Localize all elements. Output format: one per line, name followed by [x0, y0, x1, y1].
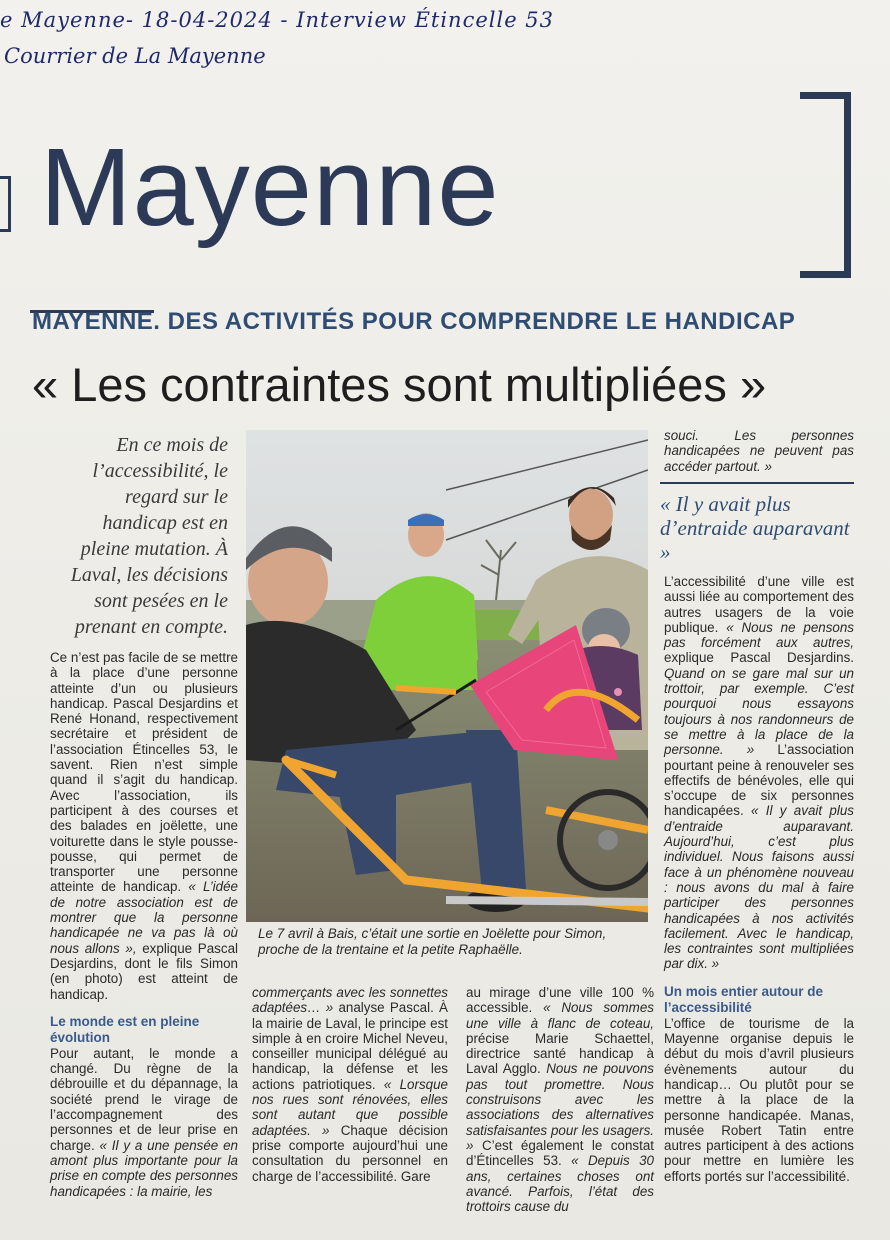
article-headline: « Les contraintes sont multipliées » — [32, 358, 767, 411]
body-text: L’office de tourisme de la Mayenne organise depuis le début du mois d’avril plusieurs évènements autour du handicap… Ou plutôt pour se mettre à la place de la personne handicapée. Manas, musée Robert Tatin entre autres participent à des actions pour mettre en lumière les efforts portés sur l’accessibilité. — [664, 1015, 854, 1184]
subheading: Le monde est en pleine évolution — [50, 1013, 200, 1045]
body-text: L’association pourtant peine à renouveler ses effectifs de bénévoles, elle qui s’occupe de six personnes handicapées. — [664, 742, 854, 819]
body-text: explique Pascal Desjardins, dont le fils Simon (en photo) est atteint de handicap. — [50, 940, 238, 1002]
article-column-3 — [466, 985, 654, 1214]
article-column-1 — [50, 650, 238, 1199]
pullquote-rule — [660, 482, 854, 484]
section-title: Mayenne — [40, 126, 500, 249]
article-kicker: MAYENNE. DES ACTIVITÉS POUR COMPRENDRE LE HANDICAP — [32, 308, 796, 335]
article-photo — [246, 430, 648, 922]
quote-text: commerçants avec les sonnettes adaptées… » — [252, 985, 448, 1016]
article-column-4-top — [664, 428, 854, 474]
quote-text: souci. Les personnes handicapées ne peuvent pas accéder partout. » — [664, 428, 854, 474]
body-text: Ce n’est pas facile de se mettre à la place d’une personne atteinte d’un ou plusieurs handicap. Pascal Desjardins et René Honand, respectivement secrétaire et président de l’association Étincelles 53, le savent. Rien n’est simple quand il s’agit du handicap. Avec l’association, ils participent à des courses et des balades en joëlette, une voiturette dans le style pousse-pousse, qui permet de transporter une personne atteinte de handicap. — [50, 650, 238, 895]
quote-text: « Nous ne pensons pas forcément aux autres, — [664, 619, 854, 651]
body-text: explique Pascal Desjardins. — [664, 650, 854, 666]
body-text: L’accessibilité d’une ville est aussi liée au comportement des autres usagers de la voie publique. — [664, 574, 854, 635]
quote-text: « Nous sommes une ville à flanc de coteau, — [466, 1000, 654, 1031]
body-text: analyse Pascal. À la mairie de Laval, le principe est simple à en croire Michel Neveu, conseiller municipal délégué au handicap, la défense et les actions patriotiques. — [252, 1000, 448, 1092]
joelette-outing-photo — [246, 430, 648, 922]
subheading: Un mois entier autour de l’accessibilité — [664, 983, 824, 1015]
body-text: Chaque décision prise comporte aujourd’hui une consultation du personnel en charge de l’accessibilité. Gare — [252, 1122, 448, 1184]
quote-text: « Il y avait plus d’entraide auparavant. Aujourd’hui, c’est plus individuel. Nous faisons aussi face à un phénomène nouveau : nous avons du mal à faire participer des personnes handicapées à nos activités facilement. Avec le handicap, les contraintes sont multipliées par dix. » — [664, 803, 854, 972]
body-text: au mirage d’une ville 100 % accessible. — [466, 985, 654, 1016]
handwritten-line-1: e Mayenne- 18-04-2024 - Interview Étincelle 53 — [0, 8, 555, 32]
quote-text: « Il y a une pensée en amont plus importante pour la prise en compte des personnes handicapées : la mairie, les — [50, 1137, 238, 1199]
photo-caption: Le 7 avril à Bais, c’était une sortie en Joëlette pour Simon, proche de la trentaine et la petite Raphaëlle. — [258, 926, 607, 957]
quote-text: Quand on se gare mal sur un trottoir, par exemple. C’est pourquoi nous essayons toujours à nos randonneurs de se mettre à la place de la personne. » — [664, 665, 854, 758]
body-text: Pour autant, le monde a changé. Du règne de la débrouille et du dépannage, la société prend le virage de l’accompagnement des personnes et de leur prise en charge. — [50, 1045, 238, 1153]
quote-text: « Lorsque nos rues sont rénovées, elles sont autant que possible adaptées. » — [252, 1076, 448, 1138]
handwritten-line-2: Courrier de La Mayenne — [4, 44, 266, 68]
article-lead: En ce mois de l’accessibilité, le regard sur le handicap est en pleine mutation. À Laval, les décisions sont pesées en le prenant en compte. — [70, 434, 228, 638]
section-bracket-left — [0, 176, 11, 232]
quote-text: « Depuis 30 ans, certaines choses ont avancé. Parfois, l’état des trottoirs cause du — [466, 1153, 654, 1215]
quote-text: Nous ne pouvons pas tout promettre. Nous construisons avec les associations des alternatives satisfaisantes pour les usagers. » — [466, 1061, 654, 1153]
article-column-2 — [252, 985, 448, 1184]
article-column-4 — [664, 574, 854, 1184]
section-bracket-right — [800, 92, 851, 278]
pullquote: « Il y avait plus d’entraide auparavant » — [660, 492, 850, 564]
body-text: C’est également le constat d’Étincelles 53. — [466, 1137, 654, 1169]
body-text: précise Marie Schaettel, directrice santé handicap à Laval Agglo. — [466, 1030, 654, 1077]
quote-text: « L’idée de notre association est de montrer que la personne handicapée ne va pas là où nous allons », — [50, 879, 238, 956]
